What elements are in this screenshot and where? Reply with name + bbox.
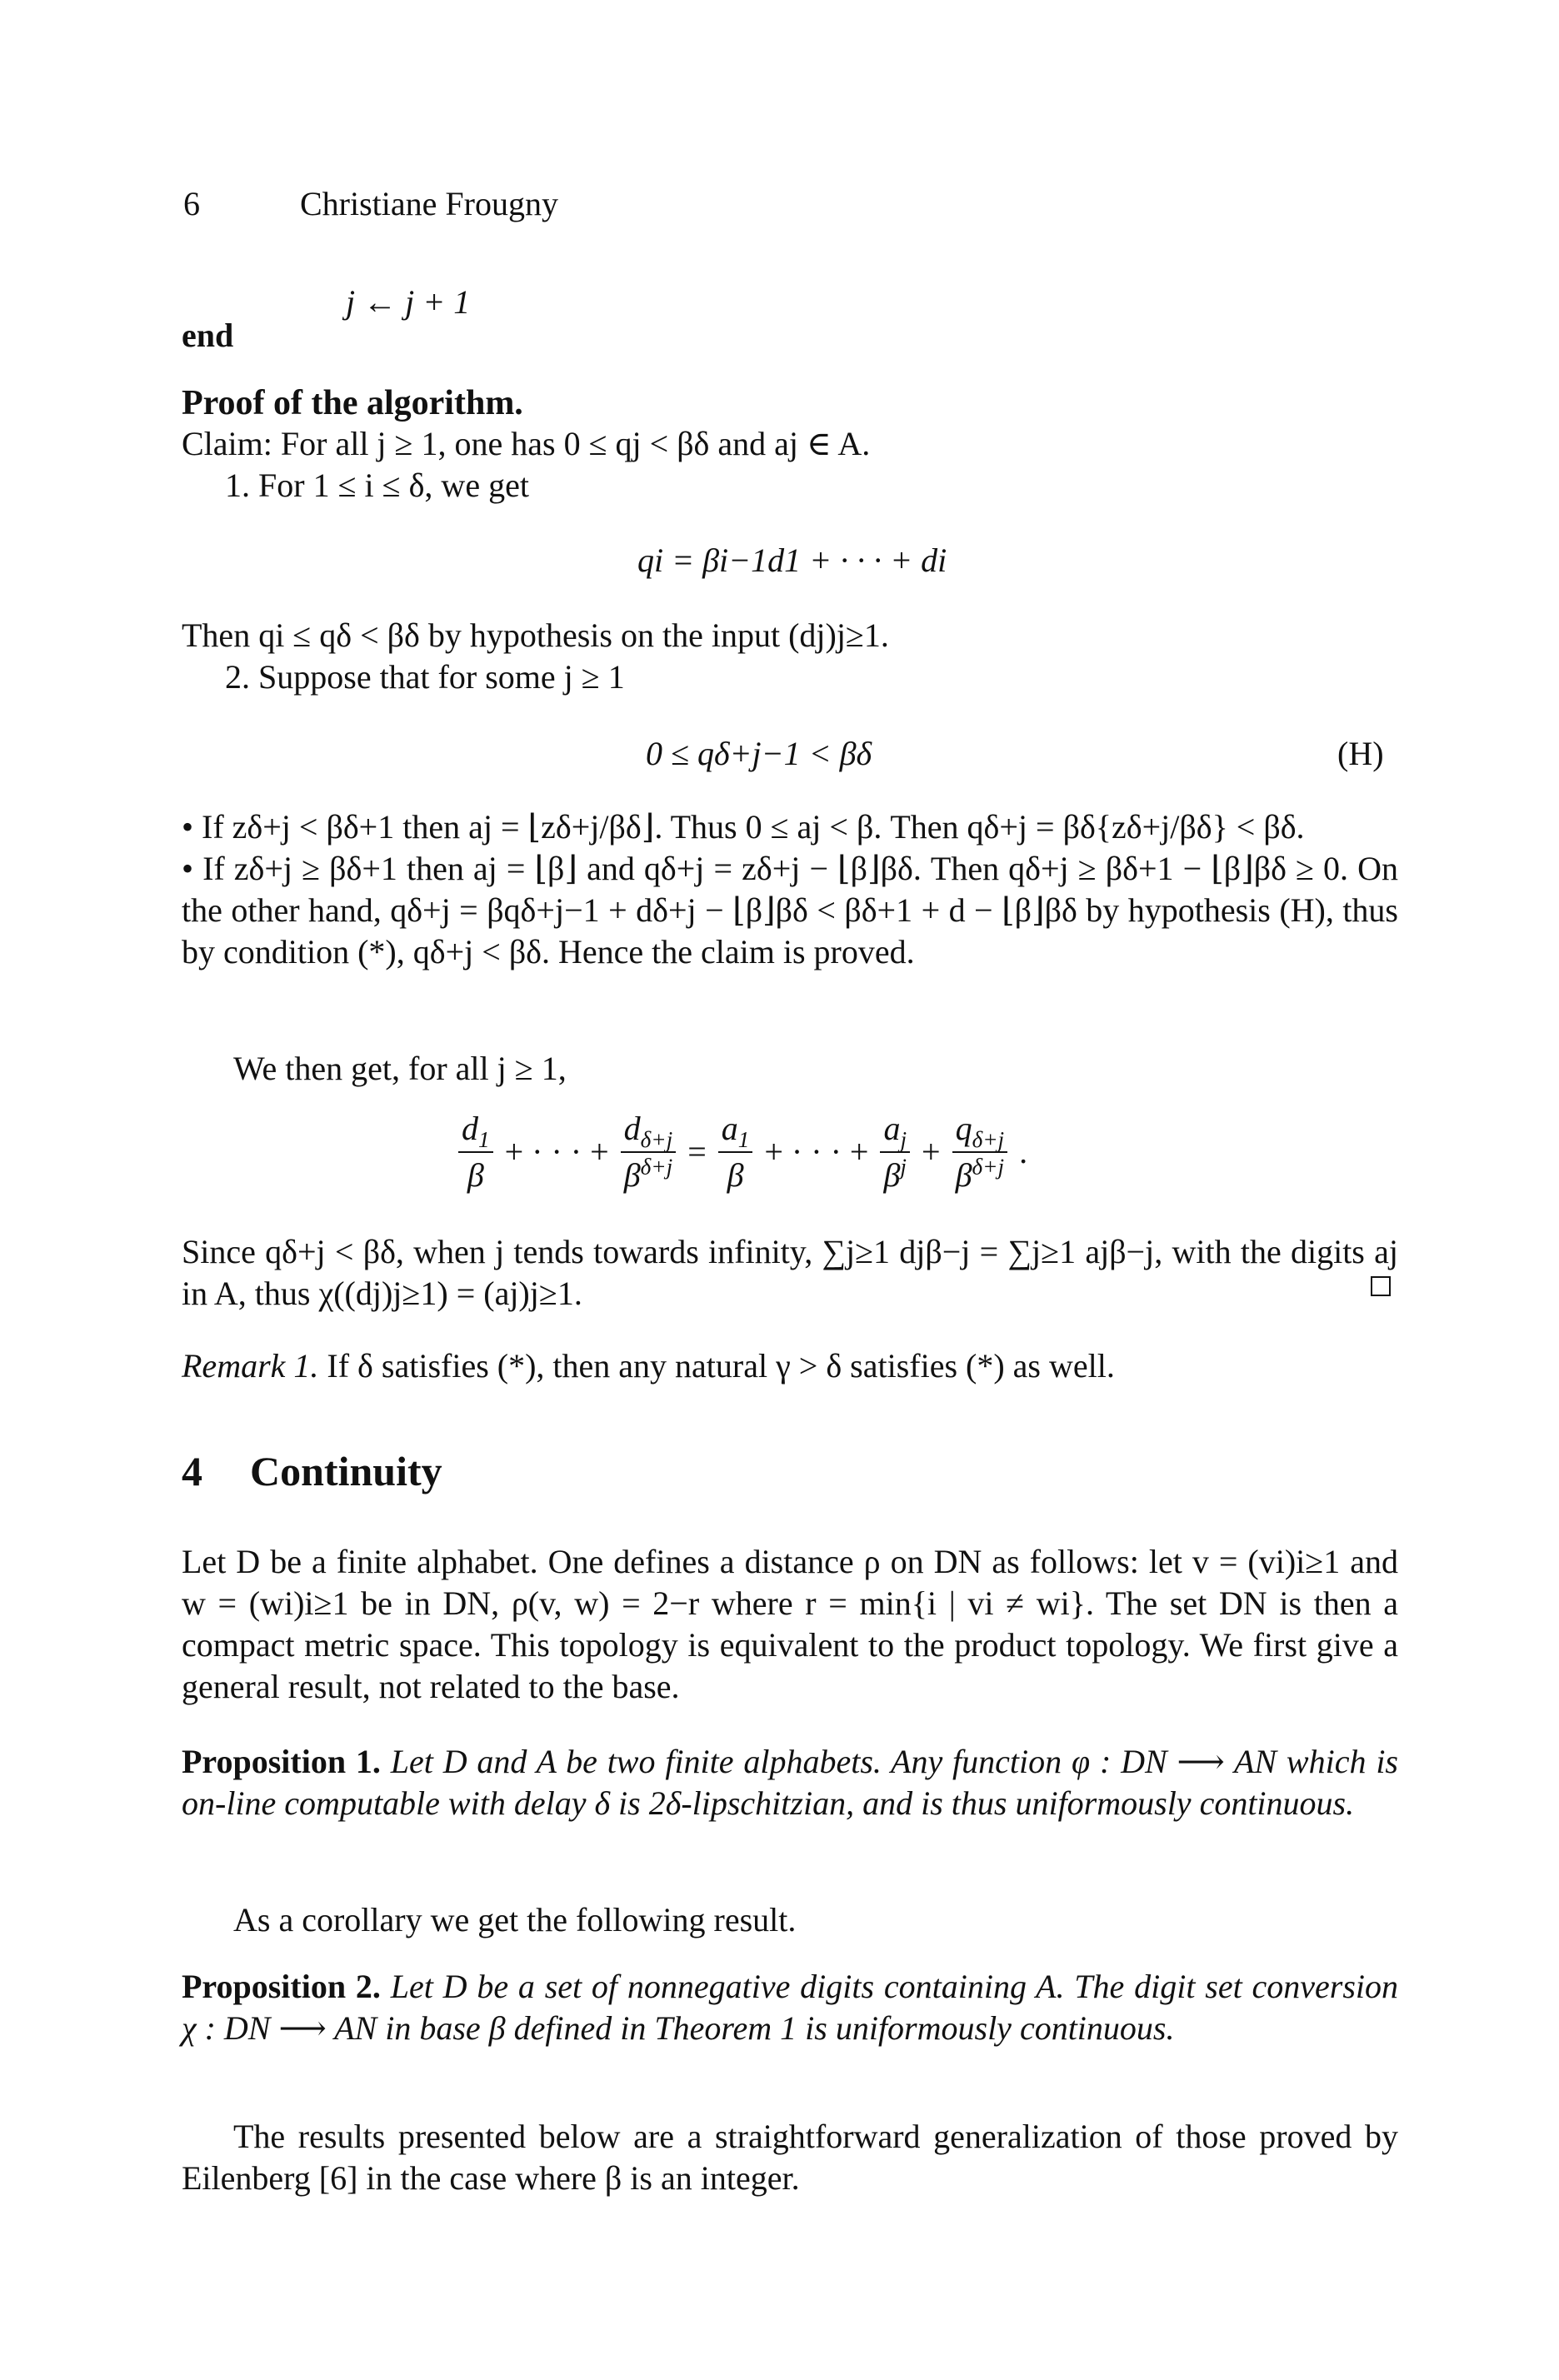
equals-sign: = [687, 1133, 707, 1170]
fraction-a1-beta: $\frac{a_1}{\beta}$ [718, 1108, 753, 1196]
qed-square-icon [1371, 1276, 1391, 1296]
fraction-q-delta-j: $\frac{q_{\delta+j}}{\beta^{\delta+j}}$ [952, 1108, 1008, 1196]
page-number: 6 [183, 185, 200, 222]
proposition-2-label: Proposition 2. [182, 1968, 381, 2005]
section-heading [182, 1445, 442, 1498]
proof-item-2: 2. Suppose that for some j ≥ 1 [225, 658, 625, 696]
algorithm-end: end [182, 317, 234, 354]
proof-we-get: We then get, for all j ≥ 1, [233, 1050, 567, 1087]
corollary-line: As a corollary we get the following result. [233, 1901, 797, 1938]
proposition-2-text: Let D be a set of nonnegative digits containing A. The digit set conversion χ : DN ⟶ AN in base β defined in Theorem 1 is uniformously continuous. [182, 1968, 1399, 2047]
section-title: Continuity [250, 1448, 442, 1494]
plus-sign: + [922, 1133, 941, 1170]
plus-dots-2: + · · · + [764, 1133, 869, 1170]
remark-text: If δ satisfies (*), then any natural γ > δ satisfies (*) as well. [318, 1347, 1115, 1385]
equation-qi: qi = βi−1d1 + · · · + di [637, 541, 947, 579]
plus-dots: + · · · + [504, 1133, 609, 1170]
equation-sum [458, 1108, 1027, 1196]
proof-bullet-1: • If zδ+j < βδ+1 then aj = ⌊zδ+j/βδ⌋. Thus 0 ≤ aj < β. Then qδ+j = βδ{zδ+j/βδ} < βδ. [182, 808, 1305, 846]
equation-H: 0 ≤ qδ+j−1 < βδ [646, 735, 872, 772]
proposition-1-label: Proposition 1. [182, 1743, 381, 1780]
proof-bullets [182, 806, 1398, 973]
remark-label: Remark 1. [182, 1347, 319, 1385]
section-number: 4 [182, 1448, 202, 1494]
period: . [1019, 1133, 1028, 1170]
proof-title: Proof of the algorithm. [182, 384, 523, 422]
final-paragraph-text: The results presented below are a straightforward generalization of those proved by Eilenberg [6] in the case where β is an integer. [182, 2118, 1398, 2197]
final-paragraph [182, 2116, 1398, 2199]
proposition-1 [182, 1741, 1398, 1824]
proposition-2 [182, 1966, 1398, 2049]
running-header-author: Christiane Frougny [300, 185, 558, 222]
proof-then-line: Then qi ≤ qδ < βδ by hypothesis on the input (dj)j≥1. [182, 616, 889, 654]
proof-bullet-2: • If zδ+j ≥ βδ+1 then aj = ⌊β⌋ and qδ+j = zδ+j − ⌊β⌋βδ. Then qδ+j ≥ βδ+1 − ⌊β⌋βδ ≥ 0. On the other hand, qδ+j = βqδ+j−1 + dδ+j − ⌊β⌋βδ < βδ+1 + d − ⌊β⌋βδ by hypothesis (H), thus by condition (*), qδ+j < βδ. Hence the claim is proved. [182, 850, 1398, 970]
continuity-paragraph: Let D be a finite alphabet. One defines a distance ρ on DN as follows: let v = (vi)i≥1 and w = (wi)i≥1 be in DN, ρ(v, w) = 2−r where r = min{i | vi ≠ wi}. The set DN is then a compact metric space. This topology is equivalent to the product topology. We first give a general result, not related to the base. [182, 1543, 1398, 1705]
fraction-aj-beta-j: $\frac{a_j}{\beta^j}$ [880, 1108, 910, 1196]
proof-item-1: 1. For 1 ≤ i ≤ δ, we get [225, 467, 529, 504]
remark-1 [182, 1345, 1115, 1387]
equation-H-label: (H) [1337, 735, 1384, 772]
proof-since: Since qδ+j < βδ, when j tends towards infinity, ∑j≥1 djβ−j = ∑j≥1 ajβ−j, with the digits aj in A, thus χ((dj)j≥1) = (aj)j≥1. [182, 1233, 1398, 1312]
fraction-d-delta-j: $\frac{d_{\delta+j}}{\beta^{\delta+j}}$ [621, 1108, 677, 1196]
fraction-d1-beta: $\frac{d_1}{\beta}$ [458, 1108, 493, 1196]
proposition-1-text: Let D and A be two finite alphabets. Any function φ : DN ⟶ AN which is on-line computable with delay δ is 2δ-lipschitzian, and is thus uniformously continuous. [182, 1743, 1399, 1822]
proof-claim: Claim: For all j ≥ 1, one has 0 ≤ qj < βδ and aj ∈ A. [182, 425, 871, 462]
algorithm-step: j ← j + 1 [346, 283, 471, 321]
